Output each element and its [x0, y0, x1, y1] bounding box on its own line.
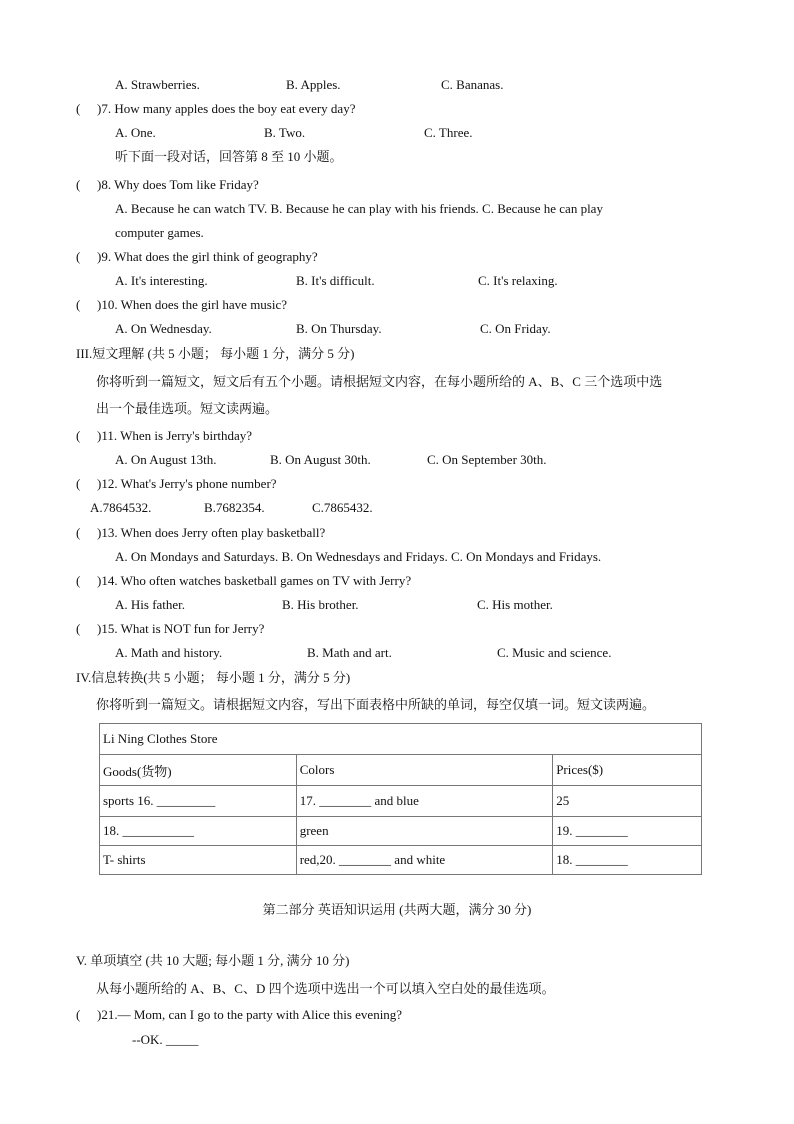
q15-option-a: A. Math and history.	[115, 645, 223, 660]
q14-stem: )14. Who often watches basketball games on TV with Jerry?	[97, 573, 412, 588]
answer-bracket: (	[76, 177, 81, 192]
q12-option-a: A.7864532.	[90, 500, 152, 515]
q9-option-c: C. It's relaxing.	[478, 273, 558, 288]
table-header-goods: Goods(货物)	[100, 755, 297, 786]
q9-option-b: B. It's difficult.	[296, 273, 375, 288]
table-cell: red,20. ________ and white	[296, 846, 553, 875]
table-row	[100, 846, 702, 875]
table-cell: 18. ________	[553, 846, 702, 875]
section5-instruction: 从每小题所给的 A、B、C、D 四个选项中选出一个可以填入空白处的最佳选项。	[96, 981, 555, 996]
section3-heading: III.短文理解 (共 5 小题； 每小题 1 分，满分 5 分)	[76, 346, 355, 361]
q13-question	[76, 525, 325, 541]
table-title: Li Ning Clothes Store	[100, 724, 702, 755]
answer-bracket: (	[76, 249, 81, 264]
q12-question	[76, 476, 277, 492]
answer-bracket: (	[76, 297, 81, 312]
q11-stem: )11. When is Jerry's birthday?	[97, 428, 253, 443]
section3-instruction-line2: 出一个最佳选项。短文读两遍。	[96, 401, 279, 416]
q11-option-c: C. On September 30th.	[427, 452, 547, 467]
q15-option-c: C. Music and science.	[497, 645, 612, 660]
q6-option-b: B. Apples.	[286, 77, 341, 92]
table-cell: T- shirts	[100, 846, 297, 875]
q12-option-b: B.7682354.	[204, 500, 265, 515]
answer-bracket: (	[76, 1007, 81, 1022]
q14-option-a: A. His father.	[115, 597, 186, 612]
q15-option-b: B. Math and art.	[307, 645, 392, 660]
q8-question	[76, 177, 259, 193]
q11-option-a: A. On August 13th.	[115, 452, 217, 467]
table-header-colors: Colors	[296, 755, 553, 786]
q14-option-b: B. His brother.	[282, 597, 359, 612]
part2-title: 第二部分 英语知识运用 (共两大题，满分 30 分)	[262, 902, 532, 917]
q9-option-a: A. It's interesting.	[115, 273, 208, 288]
q7-stem: )7. How many apples does the boy eat every day?	[97, 101, 356, 116]
q6-option-a: A. Strawberries.	[115, 77, 200, 92]
q10-option-c: C. On Friday.	[480, 321, 551, 336]
q10-option-b: B. On Thursday.	[296, 321, 382, 336]
table-cell: 18. ___________	[100, 817, 297, 846]
answer-bracket: (	[76, 621, 81, 636]
table-cell: 17. ________ and blue	[296, 786, 553, 817]
info-table	[99, 723, 702, 875]
q8-options-line2: computer games.	[115, 225, 204, 240]
table-cell: 25	[553, 786, 702, 817]
section4-instruction: 你将听到一篇短文。请根据短文内容，写出下面表格中所缺的单词，每空仅填一词。短文读两遍。	[96, 697, 656, 712]
q10-stem: )10. When does the girl have music?	[97, 297, 288, 312]
q6-option-c: C. Bananas.	[441, 77, 504, 92]
q12-option-c: C.7865432.	[312, 500, 373, 515]
q11-question	[76, 428, 252, 444]
q15-stem: )15. What is NOT fun for Jerry?	[97, 621, 265, 636]
q13-options: A. On Mondays and Saturdays. B. On Wednesdays and Fridays. C. On Mondays and Fridays.	[115, 549, 602, 564]
q7-option-b: B. Two.	[264, 125, 306, 140]
q8-stem: )8. Why does Tom like Friday?	[97, 177, 259, 192]
q12-stem: )12. What's Jerry's phone number?	[97, 476, 277, 491]
dialog-instruction: 听下面一段对话，回答第 8 至 10 小题。	[115, 149, 343, 164]
q13-stem: )13. When does Jerry often play basketball?	[97, 525, 326, 540]
q10-option-a: A. On Wednesday.	[115, 321, 212, 336]
section4-heading: IV.信息转换(共 5 小题； 每小题 1 分，满分 5 分)	[76, 670, 351, 685]
q10-question	[76, 297, 287, 313]
q9-stem: )9. What does the girl think of geography?	[97, 249, 318, 264]
table-header-prices: Prices($)	[553, 755, 702, 786]
table-cell: 19. ________	[553, 817, 702, 846]
answer-bracket: (	[76, 101, 81, 116]
q14-option-c: C. His mother.	[477, 597, 553, 612]
answer-bracket: (	[76, 525, 81, 540]
q14-question	[76, 573, 411, 589]
q8-options-line1: A. Because he can watch TV. B. Because he can play with his friends. C. Because he can play	[115, 201, 603, 216]
answer-bracket: (	[76, 476, 81, 491]
q21-stem: )21.— Mom, can I go to the party with Alice this evening?	[97, 1007, 403, 1022]
table-header-row	[100, 755, 702, 786]
q21-response: --OK. _____	[132, 1032, 199, 1047]
section3-instruction-line1: 你将听到一篇短文，短文后有五个小题。请根据短文内容，在每小题所给的 A、B、C 三个选项中选	[96, 374, 663, 389]
q7-option-c: C. Three.	[424, 125, 473, 140]
q7-question	[76, 101, 355, 117]
q11-option-b: B. On August 30th.	[270, 452, 371, 467]
table-cell: green	[296, 817, 553, 846]
section5-heading: V. 单项填空 (共 10 大题; 每小题 1 分, 满分 10 分)	[76, 953, 350, 968]
q21-question	[76, 1007, 402, 1023]
q9-question	[76, 249, 318, 265]
table-row	[100, 786, 702, 817]
table-cell: sports 16. _________	[100, 786, 297, 817]
table-row	[100, 817, 702, 846]
answer-bracket: (	[76, 428, 81, 443]
table-title-row	[100, 724, 702, 755]
q15-question	[76, 621, 264, 637]
q7-option-a: A. One.	[115, 125, 156, 140]
answer-bracket: (	[76, 573, 81, 588]
